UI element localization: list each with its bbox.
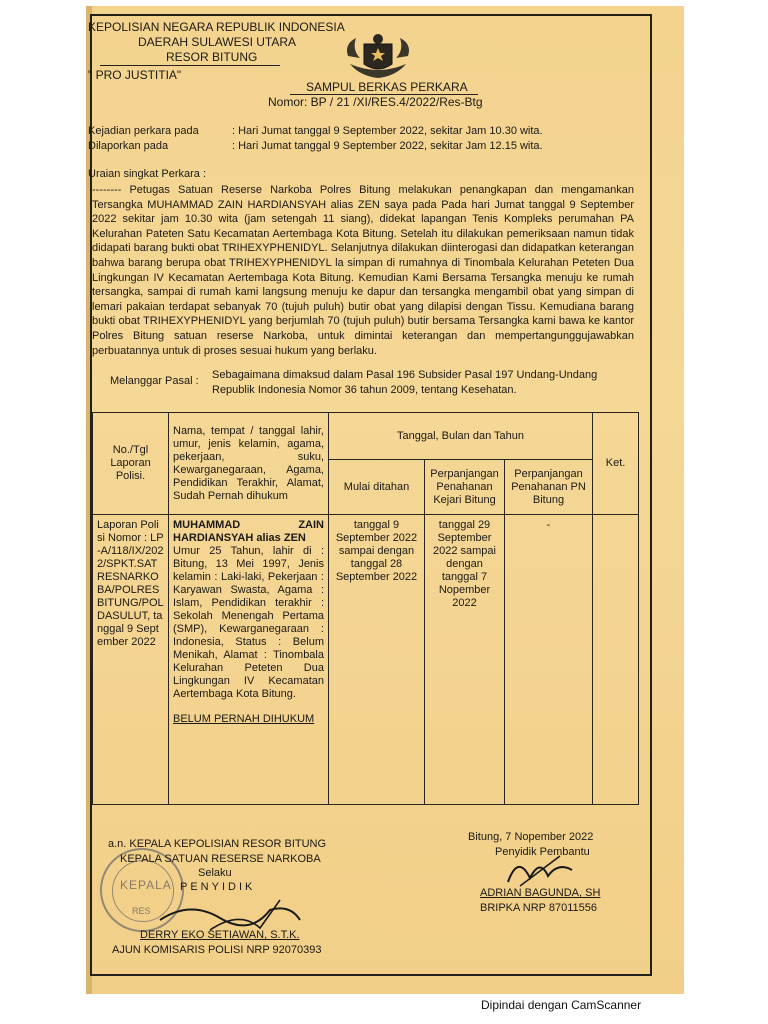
col-header-pn: Perpanjangan Penahanan PN Bitung — [505, 460, 593, 515]
cell-keterangan — [593, 515, 639, 805]
cell-perpanjangan-kejari: tanggal 29 September 2022 sampai dengan tanggal 7 Nopember 2022 — [425, 515, 505, 805]
cell-identitas — [169, 515, 329, 805]
col-header-laporan: No./Tgl Laporan Polisi. — [93, 413, 169, 515]
table-row — [93, 515, 639, 805]
pasal-text: Sebagaimana dimaksud dalam Pasal 196 Subsider Pasal 197 Undang-Undang Republik Indonesia Nomor 36 tahun 2009, tentang Kesehatan. — [212, 369, 598, 396]
criminal-record: BELUM PERNAH DIHUKUM — [173, 713, 315, 725]
col-header-ket: Ket. — [593, 413, 639, 515]
case-table — [92, 412, 639, 805]
sig-right-place-date: Bitung, 7 Nopember 2022 — [468, 831, 594, 843]
sig-left-line4: PENYIDIK — [180, 881, 256, 893]
stamp-text: KEPALA — [120, 878, 172, 892]
cell-mulai-ditahan: tanggal 9 September 2022 sampai dengan tanggal 28 September 2022 — [329, 515, 425, 805]
header-underline — [100, 65, 280, 66]
header-line-2: DAERAH SULAWESI UTARA — [138, 35, 297, 49]
col-header-nama: Nama, tempat / tanggal lahir, umur, jenis kelamin, agama, pekerjaan, suku, Kewarganegaraan, Agama, Pendidikan Terakhir, Alamat, Sudah Pernah dihukum — [169, 413, 329, 515]
col-header-mulai: Mulai ditahan — [329, 460, 425, 515]
sig-left-line2: KEPALA SATUAN RESERSE NARKOBA — [120, 853, 321, 865]
sig-right-role: Penyidik Pembantu — [495, 846, 590, 858]
table-header-row — [93, 413, 639, 460]
scanner-watermark: Dipindai dengan CamScanner — [481, 998, 642, 1012]
uraian-text: -------- Petugas Satuan Reserse Narkoba Polres Bitung melakukan penangkapan dan mengamankan Tersangka MUHAMMAD ZAIN HARDIANSYAH alias ZEN saya pada Pada hari Jumat tanggal 9 September 2022 sekitar jam 10.30 wita (jam setengah 11 siang), didekat lapangan Tenis Kompleks perumahan PA Kelurahan Pateten Satu Kecamatan Aertembaga Kota Bitung. Setelah itu dilakukan pemeriksaan namun tidak didapati barang bukti obat TRIHEXYPHENIDYL. Selanjutnya dilakukan diinterogasi dan didapatkan keterangan bahwa barang berupa obat TRIHEXYPHENIDYL la simpan di rumahnya di Tinombala Kelurahan Peteten Dua Lingkungan IV Kecamatan Aertembaga Kota Bitung. Kemudian Kami Bersama Tersangka menuju ke rumah tersangka, sampai di rumah kami langsung menuju ke dapur dan tersangka mengambil obat yang simpan di lemari pakaian terdapat sebanyak 70 (tujuh puluh) butir obat yang dilapisi dengan Tissu. Kemudiana barang bukti obat TRIHEXYPHENIDYL yang berjumlah 70 (tujuh puluh) butir bersama Tersangka kami bawa ke kantor Polres Bitung satuan reserse Narkoba, untuk dimintai keterangan dan mempertangunggujawabkan perbuatannya untuk di proses sesuai hukum yang berlaku. — [92, 184, 634, 357]
pro-justitia: " PRO JUSTITIA" — [88, 68, 182, 82]
stamp-text-2: RES — [132, 906, 151, 916]
pasal-label: Melanggar Pasal : — [110, 375, 199, 387]
case-number: Nomor: BP / 21 /XI/RES.4/2022/Res-Btg — [268, 95, 483, 109]
uraian-heading: Uraian singkat Perkara : — [88, 168, 206, 180]
col-header-kejari: Perpanjangan Penahanan Kejari Bitung — [425, 460, 505, 515]
kejadian-label: Kejadian perkara pada — [88, 125, 199, 137]
header-line-3: RESOR BITUNG — [166, 50, 258, 64]
cell-perpanjangan-pn: - — [505, 515, 593, 805]
police-emblem-icon — [342, 30, 414, 82]
suspect-details: Umur 25 Tahun, lahir di : Bitung, 13 Mei 1997, Jenis kelamin : Laki-laki, Pekerjaan : Karyawan Swasta, Agama : Islam, Pendidikan terakhir : Sekolah Menengah Pertama (SMP), Kewarganegaraan : Indonesia, Status : Belum Menikah, Alamat : Tinombala Kelurahan Peteten Dua Lingkungan IV Kecamatan Aertembaga Kota Bitung. — [173, 545, 324, 700]
suspect-name: MUHAMMAD ZAIN HARDIANSYAH alias ZEN — [173, 519, 324, 544]
kejadian-value: : Hari Jumat tanggal 9 September 2022, sekitar Jam 10.30 wita. — [232, 125, 543, 137]
header-line-1: KEPOLISIAN NEGARA REPUBLIK INDONESIA — [88, 20, 345, 34]
sig-left-rank: AJUN KOMISARIS POLISI NRP 92070393 — [112, 944, 322, 956]
cell-laporan: Laporan Polisi Nomor : LP-A/118/IX/2022/SPKT.SATRESNARKOBA/POLRES BITUNG/POLDASULUT, tanggal 9 September 2022 — [93, 515, 169, 805]
sig-left-name: DERRY EKO SETIAWAN, S.T.K. — [140, 929, 300, 941]
document-title: SAMPUL BERKAS PERKARA — [306, 80, 468, 94]
sig-right-name: ADRIAN BAGUNDA, SH — [480, 887, 601, 899]
sig-right-rank: BRIPKA NRP 87011556 — [480, 902, 598, 914]
sig-left-line3: Selaku — [198, 867, 232, 879]
sig-left-line1: a.n. KEPALA KEPOLISIAN RESOR BITUNG — [108, 838, 327, 850]
col-group-header-tanggal: Tanggal, Bulan dan Tahun — [329, 413, 593, 460]
dilaporkan-label: Dilaporkan pada — [88, 140, 169, 152]
dilaporkan-value: : Hari Jumat tanggal 9 September 2022, sekitar Jam 12.15 wita. — [232, 140, 543, 152]
